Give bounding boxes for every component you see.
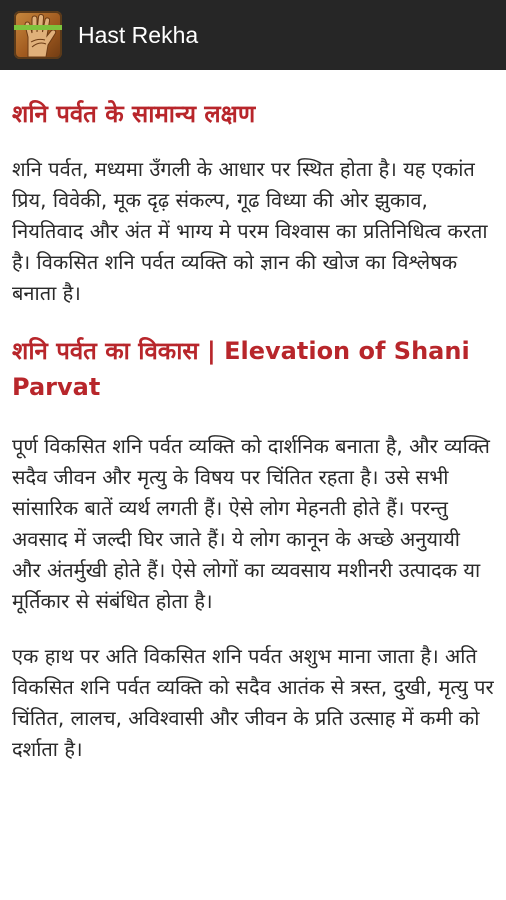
section-heading-elevation: शनि पर्वत का विकास | Elevation of Shani Parvat [12,337,470,401]
article-content[interactable] [0,70,506,900]
action-bar [0,0,506,70]
icon-accent-bar [14,25,62,30]
app-title: Hast Rekha [78,21,199,48]
paragraph-elevation: पूर्ण विकसित शनि पर्वत व्यक्ति को दार्शनिक बनाता है, और व्यक्ति सदैव जीवन और मृत्यु के विषय पर चिंतित रहता है। उसे सभी सांसारिक बातें व्यर्थ लगती हैं। ऐसे लोग मेहनती होते हैं। परन्तु अवसाद में जल्दी घिर जाते हैं। ये लोग कानून के अच्छे अनुयायी और अंतर्मुखी होते हैं। ऐसे लोगों का व्यवसाय मशीनरी उत्पादक या मूर्तिकार से संबंधित होता है। [12,434,490,613]
section-heading-general-traits: शनि पर्वत के सामान्य लक्षण [12,100,256,128]
paragraph-over-developed: एक हाथ पर अति विकसित शनि पर्वत अशुभ माना जाता है। अति विकसित शनि पर्वत व्यक्ति को सदैव आतंक से त्रस्त, दुखी, मृत्यु पर चिंतित, लालच, अविश्वासी और जीवन के प्रति उत्साह में कमी को दर्शाता है। [12,644,494,761]
paragraph-general-traits: शनि पर्वत, मध्यमा उँगली के आधार पर स्थित होता है। यह एकांत प्रिय, विवेकी, मूक दृढ़ संकल्प, गूढ विध्या की ओर झुकाव, नियतिवाद और अंत में भाग्य मे परम विश्वास का प्रतिनिधित्व करता है। विकसित शनि पर्वत व्यक्ति को ज्ञान की खोज का विश्लेषक बनाता है। [12,157,488,305]
home-button[interactable] [0,0,70,70]
palm-hand-icon [14,11,62,59]
